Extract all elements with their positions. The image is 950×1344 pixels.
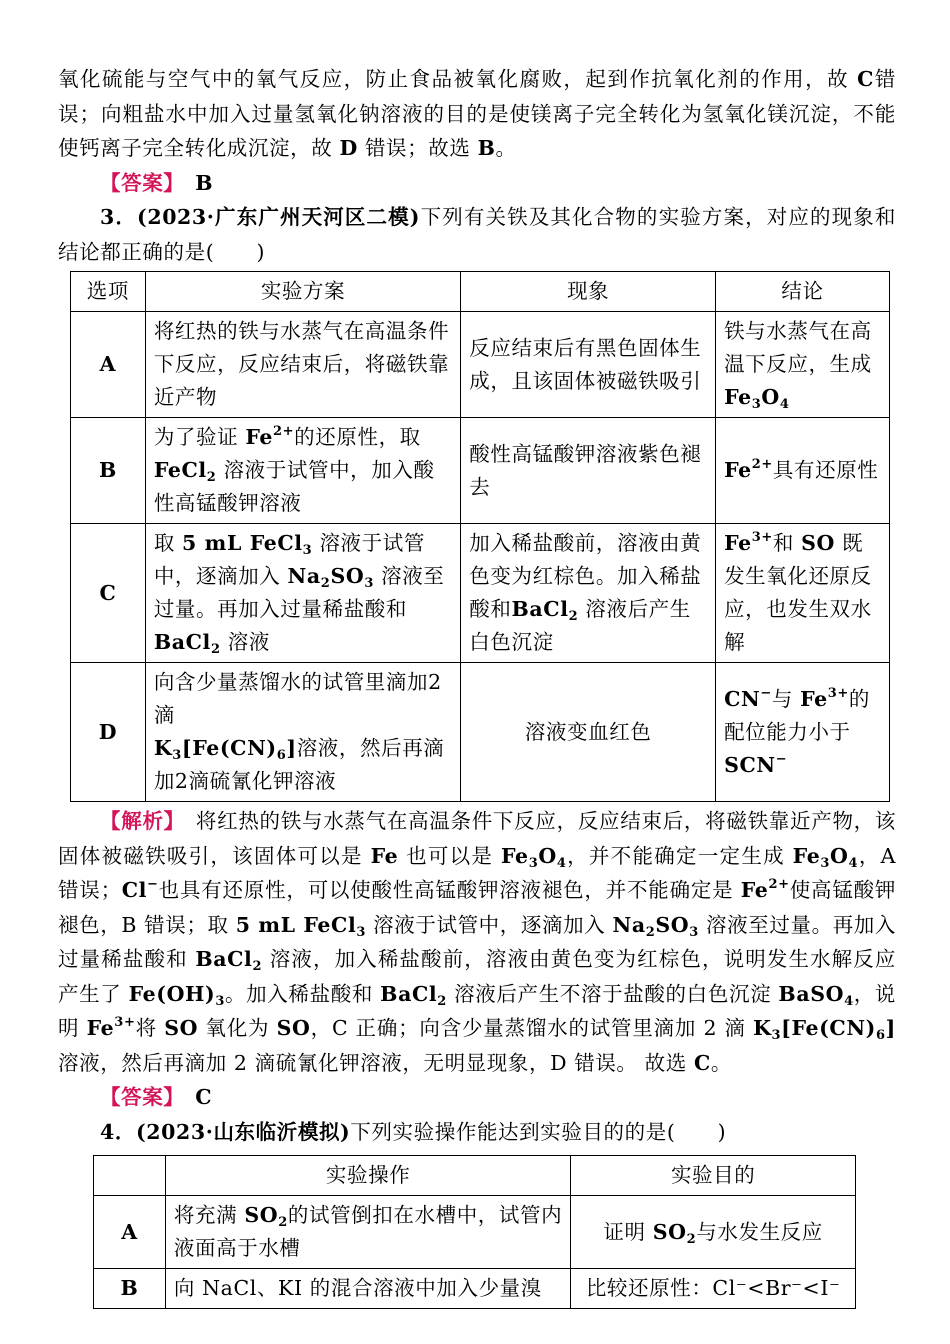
operation-cell: 将充满 $SO_2$的试管倒扣在水槽中，试管内液面高于水槽 [165, 1196, 570, 1269]
question-4-table [93, 1155, 856, 1309]
header-plan: 实验方案 [145, 272, 460, 312]
header-operation: 实验操作 [165, 1156, 570, 1196]
answer-line-q3 [58, 1080, 896, 1115]
prev-analysis-tail: 氧化硫能与空气中的氧气反应，防止食品被氧化腐败，起到作抗氧化剂的作用，故 C错误；向粗盐水中加入过量氢氧化钠溶液的目的是使镁离子完全转化为氢氧化镁沉淀，不能使钙离子完全转化成沉淀，故 D 错误；故选 B。 [58, 67, 896, 160]
option-label: A [94, 1196, 166, 1269]
table-row [94, 1196, 856, 1269]
option-label: C [71, 524, 146, 663]
conclusion-cell: $Fe^{3+}$和 SO 既发生氧化还原反应，也发生双水解 [716, 524, 890, 663]
question-3-stem: 3．(2023·广东广州天河区二模)下列有关铁及其化合物的实验方案，对应的现象和结论都正确的是( ) [58, 205, 896, 264]
analysis-paragraph: 【解析】 将红热的铁与水蒸气在高温条件下反应，反应结束后，将磁铁靠近产物，该固体被磁铁吸引，该固体可以是 Fe 也可以是 $Fe_3O_4$，并不能确定一定生成 $Fe_3O_4$，A 错误；Cl−也具有还原性，可以使酸性高锰酸钾溶液褪色，并不能确定是 $Fe^{2+}$使高锰酸钾褪色，B 错误；取 5 mL FeCl$_3$ 溶液于试管中，逐滴加入 $Na_2SO_3$ 溶液至过量。再加入过量稀盐酸和 BaCl$_2$ 溶液，加入稀盐酸前，溶液由黄色变为红棕色，说明发生水解反应产生了 $Fe(OH)_3$。加入稀盐酸和 BaCl$_2$ 溶液后产生不溶于盐酸的白色沉淀 BaSO$_4$，说明 $Fe^{3+}$将 SO 氧化为 SO，C 正确；向含少量蒸馏水的试管里滴加 2 滴 $K_3[Fe(CN)_6]$溶液，然后再滴加 2 滴硫氰化钾溶液，无明显现象，D 错误。 故选 C。 [58, 809, 897, 1075]
header-phenomenon: 现象 [461, 272, 716, 312]
answer-value: C [195, 1085, 213, 1109]
plan-cell: 取 5 mL FeCl$_3$ 溶液于试管中，逐滴加入 $Na_2SO_3$ 溶液至过量。再加入过量稀盐酸和BaCl$_2$ 溶液 [145, 524, 460, 663]
question-4-stem: 4．(2023·山东临沂模拟)下列实验操作能达到实验目的的是( ) [100, 1119, 727, 1144]
header-option: 选项 [71, 272, 146, 312]
option-label: D [71, 663, 146, 802]
plan-cell: 为了验证 $Fe^{2+}$的还原性，取FeCl$_2$ 溶液于试管中，加入酸性高锰酸钾溶液 [145, 418, 460, 524]
document-page [58, 62, 896, 1309]
operation-cell: 向 NaCl、KI 的混合溶液中加入少量溴 [165, 1269, 570, 1309]
analysis-label: 【解析】 [100, 809, 175, 833]
answer-label: 【答案】 [100, 170, 175, 195]
table-row [94, 1269, 856, 1309]
question-3-table [70, 271, 890, 802]
header-blank [94, 1156, 166, 1196]
option-label: B [71, 418, 146, 524]
option-label: B [94, 1269, 166, 1309]
plan-cell: 将红热的铁与水蒸气在高温条件下反应，反应结束后，将磁铁靠近产物 [145, 312, 460, 418]
answer-label: 【答案】 [100, 1085, 175, 1109]
table-row [71, 418, 890, 524]
table-row [71, 524, 890, 663]
phenomenon-cell: 酸性高锰酸钾溶液紫色褪去 [461, 418, 716, 524]
goal-cell: 证明 $SO_2$与水发生反应 [571, 1196, 856, 1269]
goal-cell: 比较还原性：Cl⁻<Br⁻<I⁻ [571, 1269, 856, 1309]
conclusion-cell: 铁与水蒸气在高温下反应，生成 $Fe_3O_4$ [716, 312, 890, 418]
table-header-row [94, 1156, 856, 1196]
conclusion-cell: CN−与 $Fe^{3+}$的配位能力小于 SCN− [716, 663, 890, 802]
header-goal: 实验目的 [571, 1156, 856, 1196]
option-label: A [71, 312, 146, 418]
header-conclusion: 结论 [716, 272, 890, 312]
phenomenon-cell: 溶液变血红色 [461, 663, 716, 802]
table-header-row [71, 272, 890, 312]
table-row [71, 663, 890, 802]
conclusion-cell: $Fe^{2+}$具有还原性 [716, 418, 890, 524]
answer-value: B [195, 170, 214, 195]
table-row [71, 312, 890, 418]
phenomenon-cell: 反应结束后有黑色固体生成，且该固体被磁铁吸引 [461, 312, 716, 418]
answer-line-q2 [58, 166, 896, 201]
phenomenon-cell: 加入稀盐酸前，溶液由黄色变为红棕色。加入稀盐酸和BaCl$_2$ 溶液后产生白色沉淀 [461, 524, 716, 663]
plan-cell: 向含少量蒸馏水的试管里滴加2滴 $K_3[Fe(CN)_6]$溶液，然后再滴加2滴硫氰化钾溶液 [145, 663, 460, 802]
